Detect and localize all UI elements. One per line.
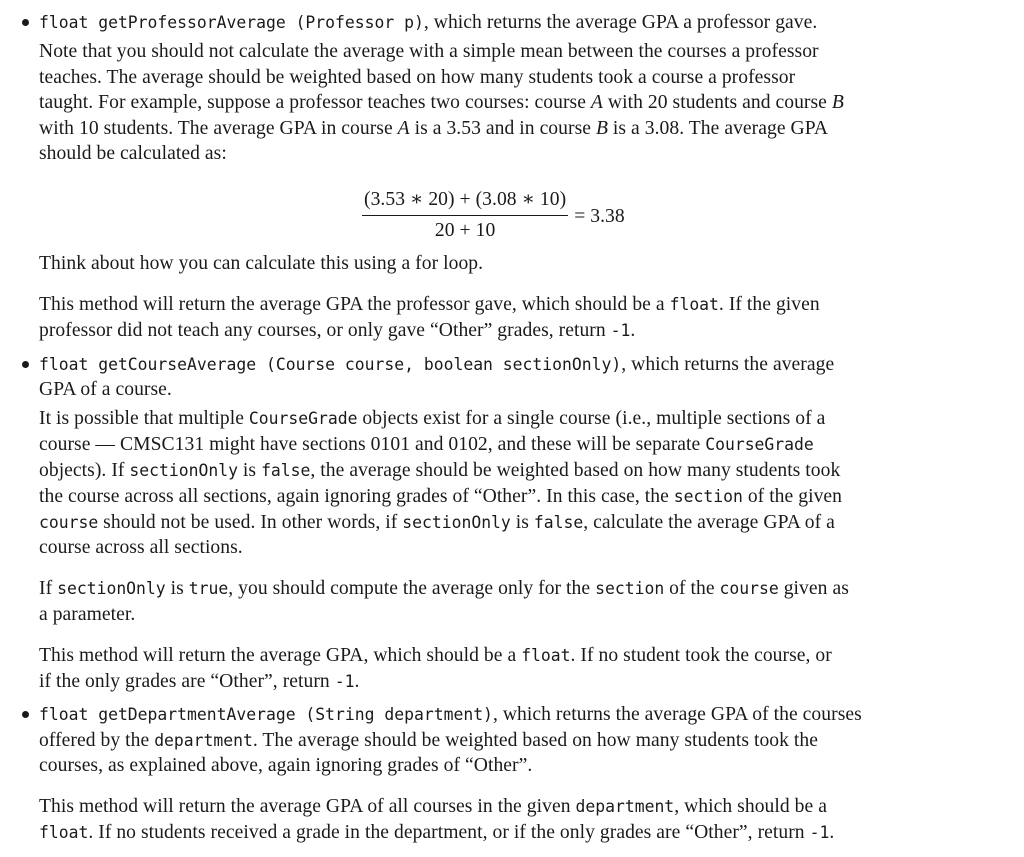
paragraph-line [39,318,635,344]
text: . If no student took the course, or [570,645,832,666]
paragraph-line [39,141,227,167]
paragraph-line [39,377,172,403]
method-summary: , which returns the average GPA a professor gave. [423,12,818,33]
paragraph-line [39,643,832,669]
paragraph-line [39,510,835,536]
text: objects). If [39,460,130,481]
method-signature: float getDepartmentAverage (String department) [39,705,493,724]
method-summary: , which returns the average [621,354,835,375]
code-inline: true [188,579,229,598]
code-inline: course [719,579,779,598]
code-inline: CourseGrade [248,409,358,428]
paragraph-line [39,576,849,602]
text: the course across all sections, again ignoring grades of “Other”. In this case, the [39,486,674,507]
method-header [39,10,817,36]
text: . If the given [718,294,820,315]
paragraph-line [39,794,827,820]
paragraph-line [39,602,135,628]
text: . The average should be weighted based on how many students took the [252,730,819,751]
code-inline: false [533,513,584,532]
text: , which should be a [674,796,827,817]
text: GPA of a course. [39,379,172,400]
text: is [510,512,534,533]
text: If [39,578,58,599]
code-inline: -1 [334,672,355,691]
paragraph-line [39,484,842,510]
text: This method will return the average GPA of all courses in the given [39,796,576,817]
text: . [630,320,636,341]
bullet-icon [22,361,29,368]
text: offered by the [39,730,155,751]
code-inline: department [575,797,675,816]
method-signature: float getCourseAverage (Course course, boolean sectionOnly) [39,355,622,374]
text: teaches. The average should be weighted based on how many students took a course a professor [39,67,796,88]
text: of the [664,578,720,599]
paragraph-line [39,406,825,432]
code-inline: sectionOnly [129,461,238,480]
text: Note that you should not calculate the average with a simple mean between the courses a professor [39,41,819,62]
text: given as [778,578,849,599]
text: . [829,822,835,843]
text: should not be used. In other words, if [98,512,403,533]
code-inline: sectionOnly [402,513,511,532]
paragraph-line [39,728,818,754]
text: This method will return the average GPA, which should be a [39,645,522,666]
text: is a 3.53 and in course [409,118,596,139]
fraction [362,188,568,243]
paragraph-line [39,820,834,846]
code-inline: CourseGrade [705,435,814,454]
bullet-icon [22,19,29,26]
formula-denominator: 20 + 10 [434,220,496,241]
text: a parameter. [39,604,136,625]
code-inline: float [521,646,571,665]
paragraph-line [39,292,820,318]
paragraph-line [39,65,795,91]
text: with 10 students. The average GPA in course [39,118,398,139]
text: Think about how you can calculate this using a for loop. [39,253,484,274]
paragraph-line [39,116,828,142]
math-variable: B [595,118,608,139]
formula-result: = 3.38 [574,205,625,227]
text: is a 3.08. The average GPA [607,118,829,139]
paragraph-line [39,458,840,484]
code-inline: course [39,513,99,532]
bullet-icon [22,711,29,718]
text: of the given [742,486,843,507]
math-variable: B [831,92,844,113]
text: if the only grades are “Other”, return [39,671,335,692]
text: , you should compute the average only for the [228,578,596,599]
math-variable: A [590,92,603,113]
text: , the average should be weighted based on how many students took [310,460,841,481]
text: course — CMSC131 might have sections 0101 and 0102, and these will be separate [39,434,706,455]
code-inline: float [39,823,89,842]
text: . [354,671,360,692]
text: This method will return the average GPA the professor gave, which should be a [39,294,670,315]
text: objects exist for a single course (i.e., multiple sections of a [357,408,826,429]
text: It is possible that multiple [39,408,249,429]
text: courses, as explained above, again ignoring grades of “Other”. [39,755,533,776]
paragraph-line [39,535,243,561]
code-inline: float [669,295,719,314]
text: is [165,578,189,599]
code-inline: section [595,579,665,598]
paragraph-line [39,39,819,65]
paragraph-line [39,669,359,695]
text: taught. For example, suppose a professor teaches two courses: course [39,92,591,113]
text: course across all sections. [39,537,243,558]
text: is [237,460,262,481]
text: with 20 students and course [602,92,832,113]
code-inline: section [673,487,743,506]
code-inline: -1 [809,823,830,842]
method-header [39,352,834,378]
text: professor did not teach any courses, or only gave “Other” grades, return [39,320,611,341]
code-inline: sectionOnly [57,579,166,598]
code-inline: department [154,731,253,750]
code-inline: -1 [610,321,631,340]
code-inline: false [261,461,311,480]
hint-line [39,251,483,277]
paragraph-line [39,90,844,116]
text: should be calculated as: [39,143,227,164]
weighted-average-formula [362,188,625,243]
paragraph-line [39,432,814,458]
method-signature: float getProfessorAverage (Professor p) [39,13,424,32]
method-summary: , which returns the average GPA of the courses [492,704,862,725]
paragraph-line [39,753,532,779]
text: , calculate the average GPA of a [583,512,835,533]
formula-numerator: (3.53 ∗ 20) + (3.08 ∗ 10) [362,188,568,216]
method-header [39,702,862,728]
math-variable: A [397,118,410,139]
text: . If no students received a grade in the department, or if the only grades are “Other”, return [88,822,810,843]
